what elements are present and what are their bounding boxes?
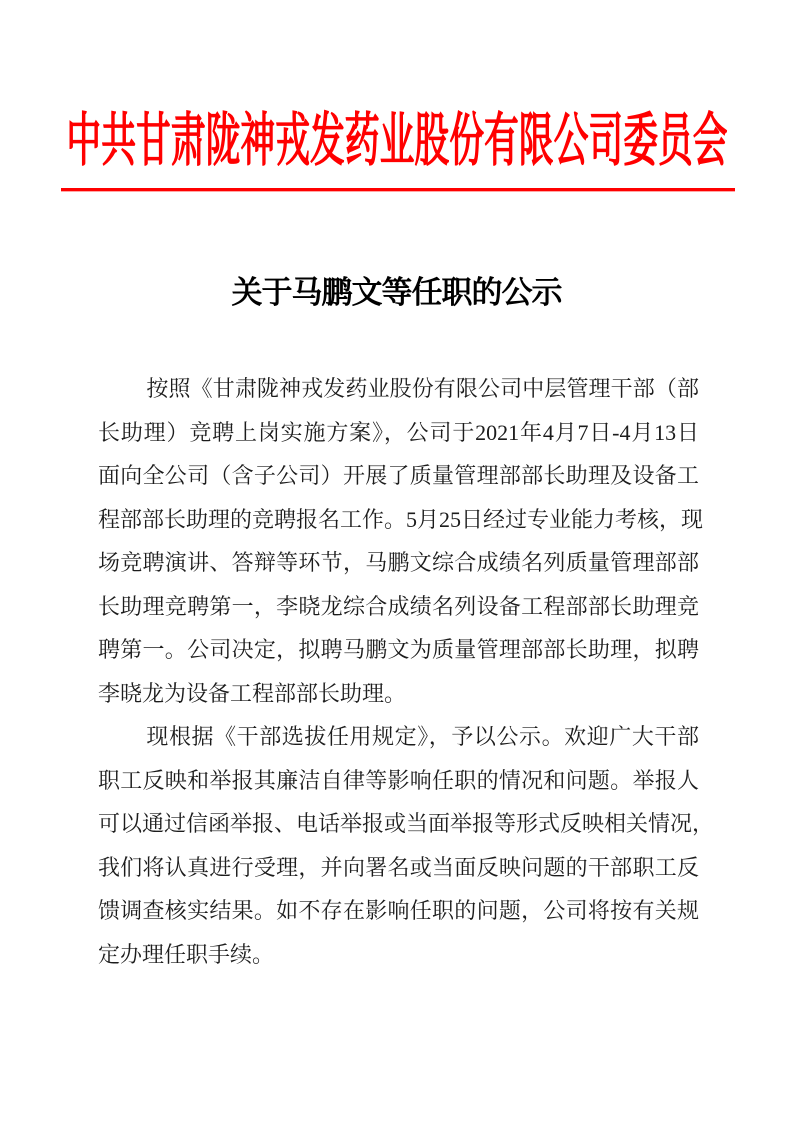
paragraph-line: 程部部长助理的竞聘报名工作。5月25日经过专业能力考核，现 <box>98 506 704 532</box>
letterhead-org-name: 中共甘肃陇神戎发药业股份有限公司委员会 <box>65 108 728 173</box>
paragraph-line: 长助理竞聘第一，李晓龙综合成绩名列设备工程部部长助理竞 <box>98 593 699 619</box>
paragraph-line: 聘第一。公司决定，拟聘马鹏文为质量管理部部长助理，拟聘 <box>98 637 699 662</box>
paragraph-line: 我们将认真进行受理，并向署名或当面反映问题的干部职工反 <box>98 854 699 880</box>
paragraph-line: 李晓龙为设备工程部部长助理。 <box>98 680 407 706</box>
paragraph-line: 定办理任职手续。 <box>98 941 275 967</box>
paragraph-line: 可以通过信函举报、电话举报或当面举报等形式反映相关情况， <box>98 811 715 836</box>
paragraph-line: 现根据《干部选拔任用规定》，予以公示。欢迎广大干部 <box>146 724 699 749</box>
document-title: 关于马鹏文等任职的公示 <box>231 275 562 310</box>
document-body <box>98 367 715 976</box>
paragraph-line: 面向全公司（含子公司）开展了质量管理部部长助理及设备工 <box>98 463 699 488</box>
paragraph-line: 馈调查核实结果。如不存在影响任职的问题，公司将按有关规 <box>98 898 699 923</box>
paragraph-line: 职工反映和举报其廉洁自律等影响任职的情况和问题。举报人 <box>98 767 699 793</box>
paragraph-line: 场竞聘演讲、答辩等环节，马鹏文综合成绩名列质量管理部部 <box>98 550 699 575</box>
letterhead <box>0 108 793 175</box>
paragraph-line: 长助理）竞聘上岗实施方案》，公司于2021年4月7日-4月13日 <box>98 419 699 445</box>
paragraph <box>98 715 715 976</box>
red-divider-rule <box>61 188 735 191</box>
paragraph-line: 按照《甘肃陇神戎发药业股份有限公司中层管理干部（部 <box>146 376 699 401</box>
paragraph <box>98 367 704 715</box>
